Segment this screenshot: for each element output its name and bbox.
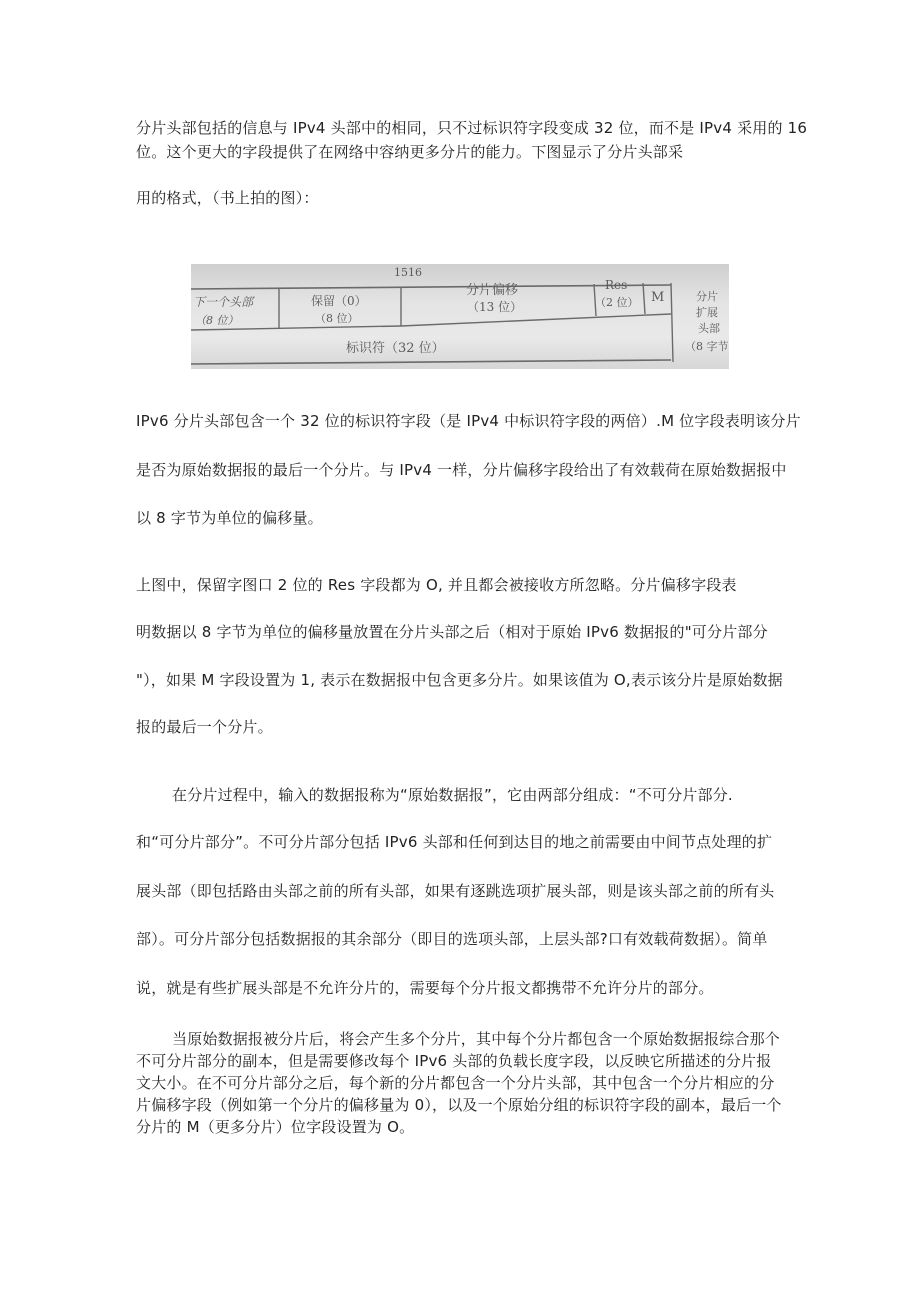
side-label-2: 扩展 <box>696 306 718 319</box>
identifier-label: 标识符（32 位） <box>346 341 445 356</box>
p4-line-2: 和“可分片部分”。不可分片部分包括 IPv6 头部和任何到达目的地之前需要由中间节点处理的扩 <box>136 833 773 851</box>
intro-line-3: 用的格式，（书上拍的图）： <box>136 189 319 207</box>
side-label-4: （8 字节 <box>685 340 729 353</box>
bottom-border-line <box>191 360 671 364</box>
intro-line-1: 分片头部包括的信息与 IPv4 头部中的相同，只不过标识符字段变成 32 位，而不是 IPv4 采用的 16 <box>136 119 808 137</box>
intro-line-2: 位。这个更大的字段提供了在网络中容纳更多分片的能力。下图显示了分片头部采 <box>136 143 684 161</box>
p3-line-1: 上图中，保留字图口 2 位的 Res 字段都为 O, 并且都会被接收方所忽略。分片偏移字段表 <box>136 576 737 594</box>
p2-line-3: 以 8 字节为单位的偏移量。 <box>136 509 323 527</box>
p5-line-3: 文大小。在不可分片部分之后，每个新的分片都包含一个分片头部，其中包含一个分片相应的分 <box>136 1074 775 1092</box>
p5-line-2: 不可分片部分的副本，但是需要修改每个 IPv6 头部的负载长度字段，以反映它所描述的分片报 <box>136 1052 772 1070</box>
offset-bits-label: （13 位） <box>467 300 523 314</box>
side-label-1: 分片 <box>696 290 718 303</box>
res-label: Res <box>605 278 628 292</box>
next-header-bits-label: （8 位） <box>195 314 239 327</box>
p4-line-3: 展头部（即包括路由头部之前的所有头部，如果有逐跳选项扩展头部，则是该头部之前的所有头 <box>136 882 775 900</box>
p4-line-4: 部）。可分片部分包括数据报的其余部分（即目的选项头部，上层头部?口有效载荷数据）。简单 <box>136 930 768 948</box>
p5-line-1: 当原始数据报被分片后，将会产生多个分片，其中每个分片都包含一个原始数据报综合那个 <box>172 1030 781 1048</box>
reserved-bits-label: （8 位） <box>315 312 359 325</box>
res-bits-label: （2 位） <box>595 296 639 309</box>
p3-line-2: 明数据以 8 字节为单位的偏移量放置在分片头部之后（相对于原始 IPv6 数据报的"可分片部分 <box>136 623 768 641</box>
p5-line-4: 片偏移字段（例如第一个分片的偏移量为 0），以及一个原始分组的标识符字段的副本，最后一个 <box>136 1096 782 1114</box>
separator-4 <box>643 283 645 314</box>
p4-line-1: 在分片过程中，输入的数据报称为“原始数据报”，它由两部分组成：“不可分片部分. <box>172 786 733 804</box>
top-border-line <box>191 285 671 289</box>
fragment-header-diagram <box>191 264 729 369</box>
p3-line-4: 报的最后一个分片。 <box>136 718 273 736</box>
separator-5 <box>671 283 673 362</box>
next-header-label: 下一个头部 <box>193 295 254 309</box>
bit-marker-label: 1516 <box>394 266 422 279</box>
p4-line-5: 说，就是有些扩展头部是不允许分片的，需要每个分片报文都携带不允许分片的部分。 <box>136 979 714 997</box>
m-flag-label: M <box>651 290 665 305</box>
p2-line-2: 是否为原始数据报的最后一个分片。与 IPv4 一样，分片偏移字段给出了有效载荷在原始数据报中 <box>136 461 787 479</box>
fragment-header-figure <box>191 264 729 369</box>
p2-line-1: IPv6 分片头部包含一个 32 位的标识符字段（是 IPv4 中标识符字段的两倍）.M 位字段表明该分片 <box>136 412 801 430</box>
p5-line-5: 分片的 M（更多分片）位字段设置为 O。 <box>136 1118 415 1136</box>
p3-line-3: "），如果 M 字段设置为 1, 表示在数据报中包含更多分片。如果该值为 O,表示该分片是原始数据 <box>136 671 783 689</box>
row-divider-line-2 <box>401 314 671 326</box>
offset-label: 分片偏移 <box>466 283 519 298</box>
side-label-3: 头部 <box>698 322 720 335</box>
reserved-label: 保留（0） <box>311 294 367 308</box>
